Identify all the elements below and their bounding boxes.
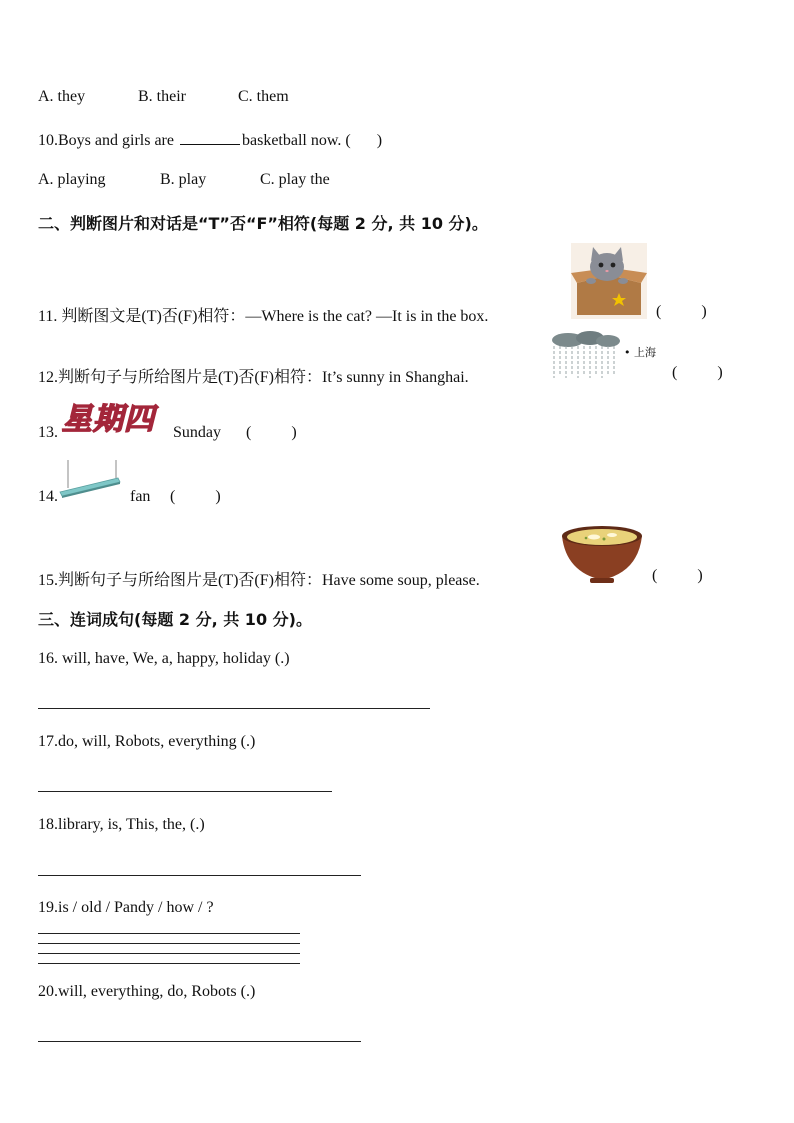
- tube-light-image: [58, 458, 122, 502]
- q12-text: 12.判断句子与所给图片是(T)否(F)相符：It’s sunny in Shanghai.: [38, 369, 469, 386]
- q13-word: Sunday: [173, 424, 221, 441]
- q14-word: fan: [130, 488, 151, 505]
- section-2-heading: 二、判断图片和对话是“T”否“F”相符(每题 2 分, 共 10 分)。: [38, 214, 488, 233]
- q19-answer-line-1[interactable]: [38, 933, 300, 934]
- q18-answer-line[interactable]: [38, 875, 361, 876]
- q18-text: 18.library, is, This, the, (.): [38, 816, 205, 833]
- q9-option-b: B. their: [138, 88, 186, 105]
- cat-in-box-icon: [571, 243, 647, 319]
- q10-after: basketball now. (: [241, 132, 351, 149]
- q14-answer-paren[interactable]: ( ): [170, 488, 221, 505]
- q17-text: 17.do, will, Robots, everything (.): [38, 733, 256, 750]
- q19-answer-line-3[interactable]: [38, 953, 300, 954]
- q9-option-a: A. they: [38, 88, 86, 105]
- q10-blank[interactable]: [180, 130, 240, 145]
- q10-option-b: B. play: [160, 171, 207, 188]
- q9-option-c: C. them: [238, 88, 289, 105]
- q16-text: 16. will, have, We, a, happy, holiday (.): [38, 650, 290, 667]
- q17-answer-line[interactable]: [38, 791, 332, 792]
- q15-answer-paren[interactable]: ( ): [652, 567, 703, 584]
- cat-in-box-image: [571, 243, 647, 319]
- q10-stem: [38, 130, 382, 150]
- q10-paren-close: ): [376, 132, 383, 149]
- q19-answer-line-2[interactable]: [38, 943, 300, 944]
- q11-text: 11. 判断图文是(T)否(F)相符：—Where is the cat? —It is in the box.: [38, 308, 489, 325]
- q10-number: 10.: [38, 132, 58, 149]
- q11-answer-paren[interactable]: ( ): [656, 303, 707, 320]
- q14-number: 14.: [38, 488, 58, 505]
- q19-answer-line-4[interactable]: [38, 963, 300, 964]
- thursday-image-text: 星期四: [62, 402, 155, 437]
- q10-option-a: A. playing: [38, 171, 106, 188]
- lamp-icon: [58, 458, 122, 502]
- thursday-image: [62, 394, 168, 436]
- q15-text: 15.判断句子与所给图片是(T)否(F)相符：Have some soup, please.: [38, 572, 480, 589]
- q10-before: Boys and girls are: [58, 132, 174, 149]
- q13-answer-paren[interactable]: ( ): [246, 424, 297, 441]
- q16-answer-line[interactable]: [38, 708, 430, 709]
- q19-text: 19.is / old / Pandy / how / ?: [38, 899, 214, 916]
- q20-answer-line[interactable]: [38, 1041, 361, 1042]
- soup-bowl-icon: [560, 520, 644, 584]
- section-3-heading: 三、连词成句(每题 2 分, 共 10 分)。: [38, 610, 312, 629]
- soup-bowl-image: [560, 520, 644, 584]
- q13-number: 13.: [38, 424, 58, 441]
- q12-answer-paren[interactable]: ( ): [672, 364, 723, 381]
- q20-text: 20.will, everything, do, Robots (.): [38, 983, 256, 1000]
- q10-option-c: C. play the: [260, 171, 330, 188]
- q12-map-label: • 上海: [624, 346, 656, 359]
